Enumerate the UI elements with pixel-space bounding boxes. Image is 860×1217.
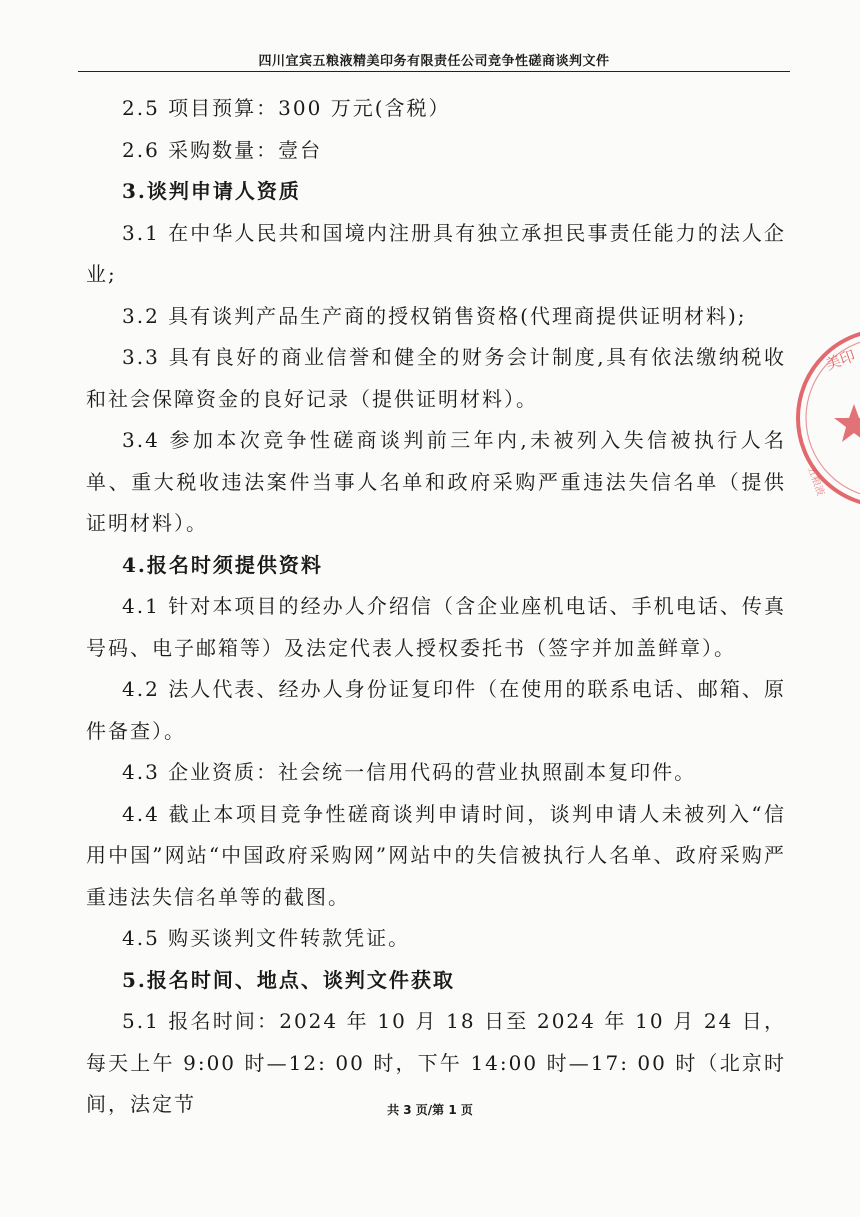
- section-heading-4: 4.报名时须提供资料: [122, 552, 323, 577]
- svg-text:美印: 美印: [823, 346, 858, 374]
- para-4-1: 4.1 针对本项目的经办人介绍信（含企业座机电话、手机电话、传真号码、电子邮箱等）及法定代表人授权委托书（签字并加盖鲜章）。: [86, 594, 786, 660]
- svg-text:五粮液: 五粮液: [805, 465, 826, 498]
- para-4-2: 4.2 法人代表、经办人身份证复印件（在使用的联系电话、邮箱、原件备查）。: [86, 677, 786, 743]
- para-4-3: 4.3 企业资质：社会统一信用代码的营业执照副本复印件。: [122, 760, 697, 784]
- para-4-4: 4.4 截止本项目竞争性磋商谈判申请时间，谈判申请人未被列入“信用中国”网站“中国政府采购网”网站中的失信被执行人名单、政府采购严重违法失信名单等的截图。: [86, 801, 786, 909]
- section-heading-3: 3.谈判申请人资质: [122, 179, 301, 203]
- seal-icon: [788, 318, 860, 518]
- para-budget: 2.5 项目预算：300 万元(含税）: [122, 96, 451, 120]
- company-seal-stamp: [788, 318, 860, 518]
- para-3-1: 3.1 在中华人民共和国境内注册具有独立承担民事责任能力的法人企业;: [86, 220, 786, 286]
- para-quantity: 2.6 采购数量：壹台: [122, 137, 323, 162]
- document-body: [86, 88, 786, 1126]
- para-3-3: 3.3 具有良好的商业信誉和健全的财务会计制度,具有依法缴纳税收和社会保障资金的良好记录（提供证明材料）。: [86, 345, 786, 411]
- para-3-2: 3.2 具有谈判产品生产商的授权销售资格(代理商提供证明材料);: [122, 303, 747, 328]
- para-5-1: 5.1 报名时间：2024 年 10 月 18 日至 2024 年 10 月 24 日，每天上午 9:00 时—12: 00 时，下午 14:00 时—17: 00 时（北京时间，法定节: [86, 1009, 786, 1116]
- section-heading-5: 5.报名时间、地点、谈判文件获取: [122, 967, 455, 992]
- page-number: 共 3 页/第 1 页: [387, 1103, 473, 1117]
- para-3-4: 3.4 参加本次竞争性磋商谈判前三年内,未被列入失信被执行人名单、重大税收违法案件当事人名单和政府采购严重违法失信名单（提供证明材料）。: [86, 428, 786, 535]
- header-rule: [78, 71, 790, 72]
- para-4-5: 4.5 购买谈判文件转款凭证。: [122, 926, 411, 950]
- page-header: 四川宜宾五粮液精美印务有限责任公司竞争性磋商谈判文件: [258, 54, 610, 69]
